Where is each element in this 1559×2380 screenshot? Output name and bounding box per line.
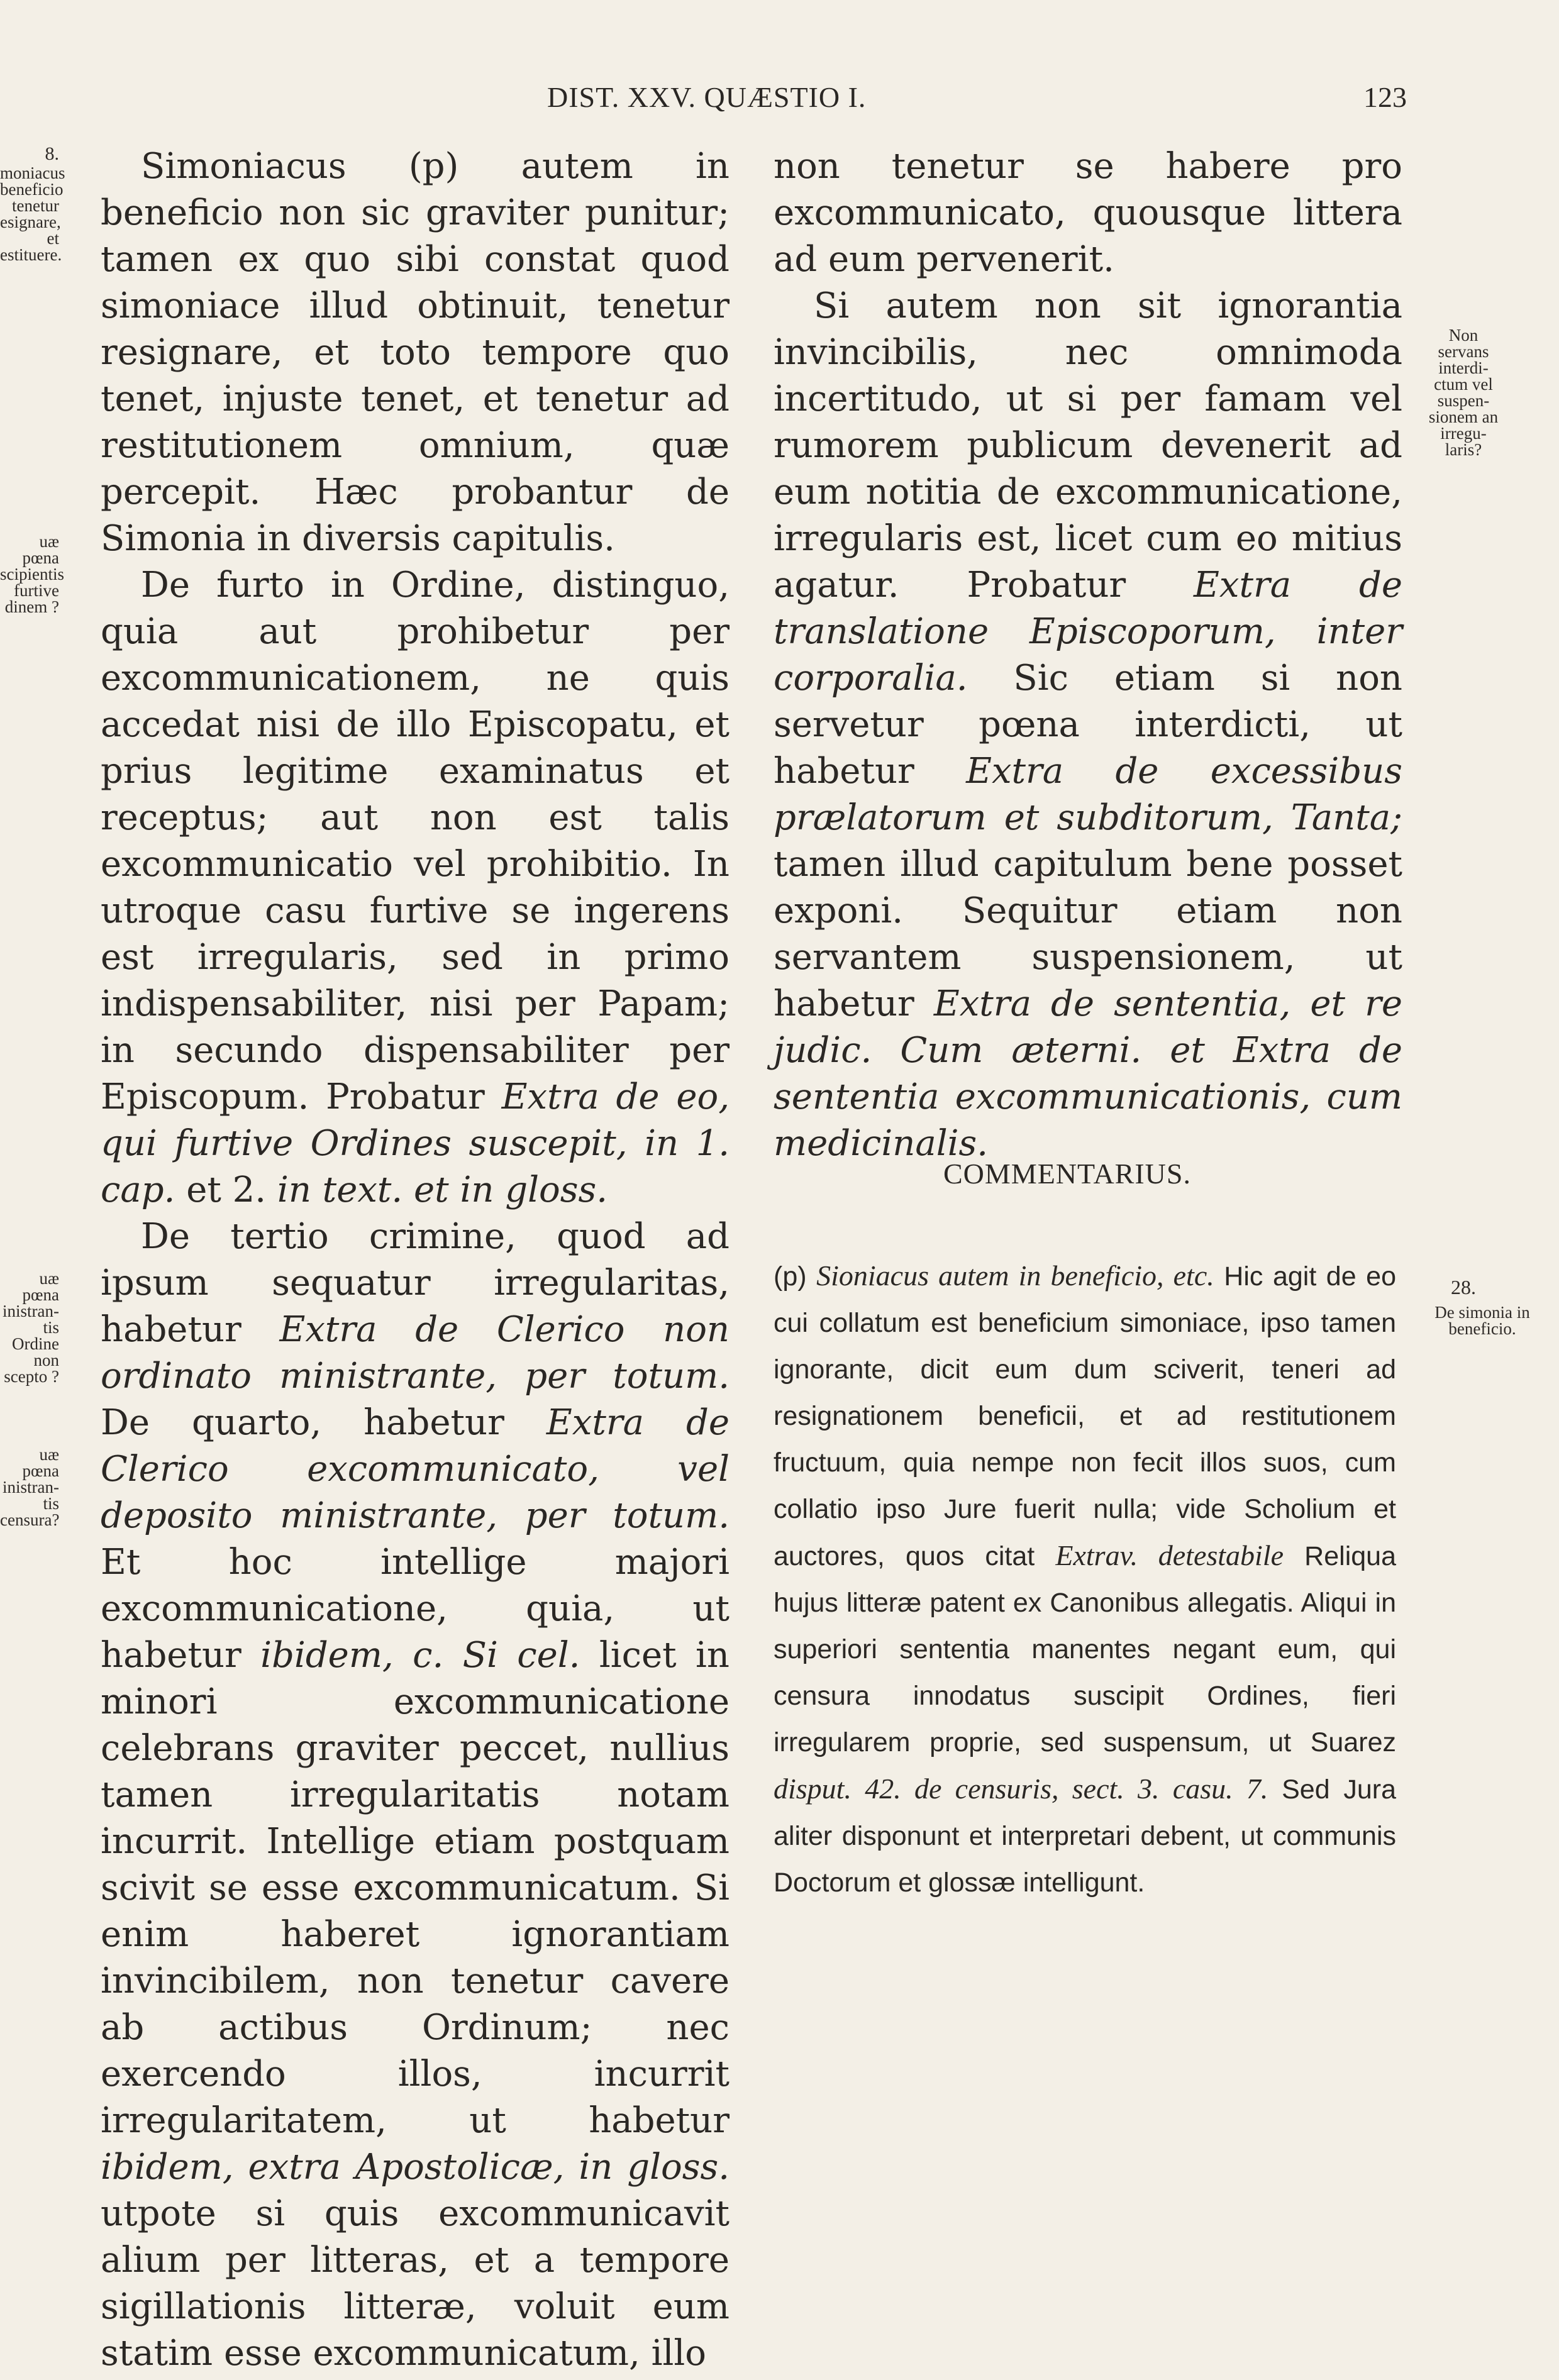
paragraph [774,143,1402,283]
paragraph-text: Et hoc intellige majori excommunicatione, quia, ut habetur [101,1542,730,1676]
paragraph-text: licet in minori excommunicatione celebrans graviter peccet, nullius tamen irregularitatis notam incurrit. Intellige etiam postquam scivit se esse excommunicatum. Si enim haberet ignorantiam invincibilem, non tenetur cavere ab actibus Ordinum; nec exercendo illos, incurrit irregularitatem, ut habetur [101,1635,730,2141]
running-head: DIST. XXV. QUÆSTIO I. [547,81,867,113]
citation: Extra de Clerico excommunicato, vel deposito ministrante, per totum. [101,1402,730,1536]
paragraph [774,1253,1396,1906]
paragraph-text: Sic etiam si non servetur pœna interdicti, ut habetur [774,658,1402,792]
citation: ibidem, extra Apostolicæ, in gloss. [101,2147,730,2188]
commentary-heading: COMMENTARIUS. [943,1158,1191,1190]
paragraph-text: De furto in Ordine, distinguo, quia aut prohibetur per excommunicationem, ne quis accedat nisi de illo Episcopatu, et prius legitime examinatus et receptus; aut non est talis excommunicatio vel prohibitio. In utroque casu furtive se ingerens est irregularis, sed in primo indispensabiliter, nisi per Papam; in secundo dispensabiliter per Episcopum. Probatur [101,565,730,1117]
citation: in text. et in gloss. [277,1170,608,1210]
paragraph-text: et 2. [186,1170,267,1210]
paragraph-text: De quarto, habetur [101,1402,504,1443]
margin-note-ordine-non-suscepto: uæ pœna inistran- tis Ordine non scepto ? [3,1269,59,1386]
paragraph-text: Reliqua hujus litteræ patent ex Canonibus allegatis. Aliqui in superiori sententia manentes negant eum, qui censura innodatus suscipit Ordines, fieri irregularem proprie, sed suspensum, ut Suarez [774,1541,1396,1757]
paragraph-text: De tertio crimine, quod ad ipsum sequatur irregularitas, habetur [101,1216,730,1350]
margin-note-non-servans: Non servans interdi- ctum vel suspen- sionem an irregu- laris? [1428,326,1499,459]
right-column [774,143,1402,1167]
margin-note-censura: uæ pœna inistran- tis censura? [0,1445,60,1529]
paragraph [101,1214,730,2377]
paragraph-text: Sed Jura aliter disponunt et interpretari debent, ut communis Doctorum et glossæ intelligunt. [774,1774,1396,1898]
citation: Extra de Clerico non ordinato ministrante, per totum. [101,1309,730,1397]
citation: Extra de excessibus prælatorum et subditorum, Tanta; [774,751,1402,838]
paragraph [774,283,1402,1167]
lemma: Sioniacus autem in beneficio, etc. [816,1259,1214,1292]
citation: disput. 42. de censuris, sect. 3. casu. 7. [774,1773,1268,1805]
paragraph-text: non tenetur se habere pro excommunicato, quousque littera ad eum pervenerit. [774,146,1402,280]
paragraph-text: Hic agit de eo cui collatum est beneficium simoniace, ipso tamen ignorante, dicit eum dum sciverit, teneri ad resignationem beneficii, et ad restitutionem fructuum, quia nempe non fecit illos suos, cum collatio ipso Jure fuerit nulla; vide Scholium et auctores, quos citat [774,1261,1396,1571]
page-number: 123 [1363,81,1407,113]
paragraph-text: utpote si quis excommunicavit alium per litteras, et a tempore sigillationis litteræ, voluit eum statim esse excommunicatum, illo [101,2193,730,2374]
citation: Extra de eo, qui furtive Ordines suscepit, in 1. cap. [101,1077,730,1210]
paragraph [101,562,730,1214]
commentary-text [774,1253,1396,1906]
citation: Extrav. detestabile [1055,1539,1284,1571]
paragraph-text: Simoniacus (p) autem in beneficio non sic graviter punitur; tamen ex quo sibi constat quod simoniace illud obtinuit, tenetur resignare, et toto tempore quo tenet, injuste tenet, et tenetur ad restitutionem omnium, quæ percepit. Hæc probantur de Simonia in diversis capitulis. [101,146,730,559]
margin-note-simoniacus: moniacus beneficio tenetur esignare, et estituere. [0,163,65,264]
paragraph [101,143,730,562]
commentary-marker: (p) [774,1261,807,1292]
paragraph-text: Si autem non sit ignorantia invincibilis, nec omnimoda incertitudo, ut si per famam vel rumorem publicum devenerit ad eum notitia de excommunicatione, irregularis est, licet cum eo mitius agatur. Probatur [774,285,1402,606]
paragraph-text: tamen illud capitulum bene posset exponi. Sequitur etiam non servantem suspensionem, ut habetur [774,844,1402,1024]
citation: Extra de sententia, et re judic. Cum æterni. et Extra de sententia excommunicationis, cum medicinalis. [774,983,1402,1164]
margin-note-de-simonia: De simonia in beneficio. [1434,1303,1530,1338]
margin-note-number-8: 8. [45,143,59,164]
margin-note-furtive-ordines: uæ pœna scipientis furtive dinem ? [0,532,64,616]
left-column [101,143,730,2377]
citation: ibidem, c. Si cel. [260,1635,580,1676]
citation: Extra de translatione Episcoporum, inter corporalia. [774,565,1402,699]
margin-note-number-28: 28. [1451,1276,1476,1298]
